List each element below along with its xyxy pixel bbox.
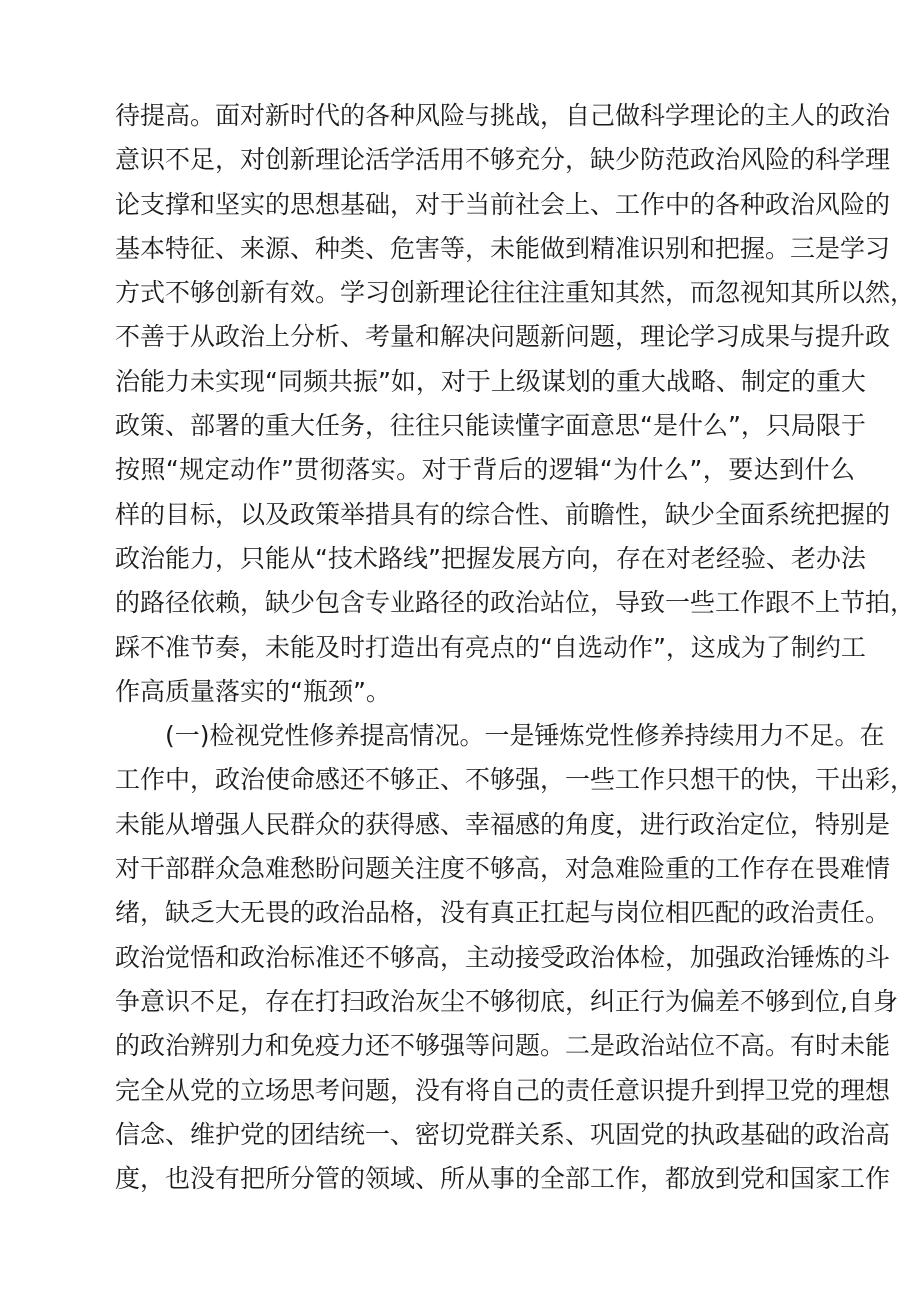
text-line: 踩不准节奏，未能及时打造出有亮点的“自选动作”，这成为了制约工 <box>115 632 866 662</box>
text-line: 样的目标，以及政策举措具有的综合性、前瞻性，缺少全面系统把握的 <box>115 499 891 529</box>
text-line: 基本特征、来源、种类、危害等，未能做到精准识别和把握。三是学习 <box>115 233 891 263</box>
text-line: 绪，缺乏大无畏的政治品格，没有真正扛起与岗位相匹配的政治责任。 <box>115 898 891 928</box>
text-line: 待提高。面对新时代的各种风险与挑战，自己做科学理论的主人的政治 <box>115 101 891 130</box>
text-line: 不善于从政治上分析、考量和解决问题新问题，理论学习成果与提升政 <box>115 322 891 352</box>
section-heading-line: (一)检视党性修养提高情况。一是锤炼党性修养持续用力不足。在 <box>165 721 885 751</box>
text-line: 完全从党的立场思考问题，没有将自己的责任意识提升到捍卫党的理想 <box>115 1075 891 1105</box>
document-body <box>115 94 916 1201</box>
text-line: 争意识不足，存在打扫政治灰尘不够彻底，纠正行为偏差不够到位,自身 <box>115 986 898 1016</box>
text-line: 的政治辨别力和免疫力还不够强等问题。二是政治站位不高。有时未能 <box>115 1031 891 1061</box>
paragraph-section-one <box>115 714 916 1201</box>
text-line: 按照“规定动作”贯彻落实。对于背后的逻辑“为什么”，要达到什么 <box>115 455 855 485</box>
text-line: 信念、维护党的团结统一、密切党群关系、巩固党的执政基础的政治高 <box>115 1119 891 1149</box>
text-line: 政策、部署的重大任务，往往只能读懂字面意思“是什么”，只局限于 <box>115 411 866 441</box>
text-line: 工作中，政治使命感还不够正、不够强，一些工作只想干的快，干出彩， <box>115 765 916 795</box>
text-line: 未能从增强人民群众的获得感、幸福感的角度，进行政治定位，特别是 <box>115 809 891 839</box>
text-line: 治能力未实现“同频共振”如，对于上级谋划的重大战略、制定的重大 <box>115 366 866 396</box>
text-line: 意识不足，对创新理论活学活用不够充分，缺少防范政治风险的科学理 <box>115 145 891 175</box>
text-line: 对干部群众急难愁盼问题关注度不够高，对急难险重的工作存在畏难情 <box>115 854 891 884</box>
text-line: 度，也没有把所分管的领域、所从事的全部工作，都放到党和国家工作 <box>115 1164 891 1194</box>
text-line: 政治能力，只能从“技术路线”把握发展方向，存在对老经验、老办法 <box>115 543 866 573</box>
text-line: 政治觉悟和政治标准还不够高，主动接受政治体检，加强政治锤炼的斗 <box>115 942 891 972</box>
text-line: 论支撑和坚实的思想基础，对于当前社会上、工作中的各种政治风险的 <box>115 189 891 219</box>
text-line: 方式不够创新有效。学习创新理论往往注重知其然，而忽视知其所以然， <box>115 278 916 308</box>
text-line: 作高质量落实的“瓶颈”。 <box>115 676 391 706</box>
text-line: 的路径依赖，缺少包含专业路径的政治站位，导致一些工作跟不上节拍， <box>115 588 916 618</box>
paragraph-continued <box>115 94 916 714</box>
